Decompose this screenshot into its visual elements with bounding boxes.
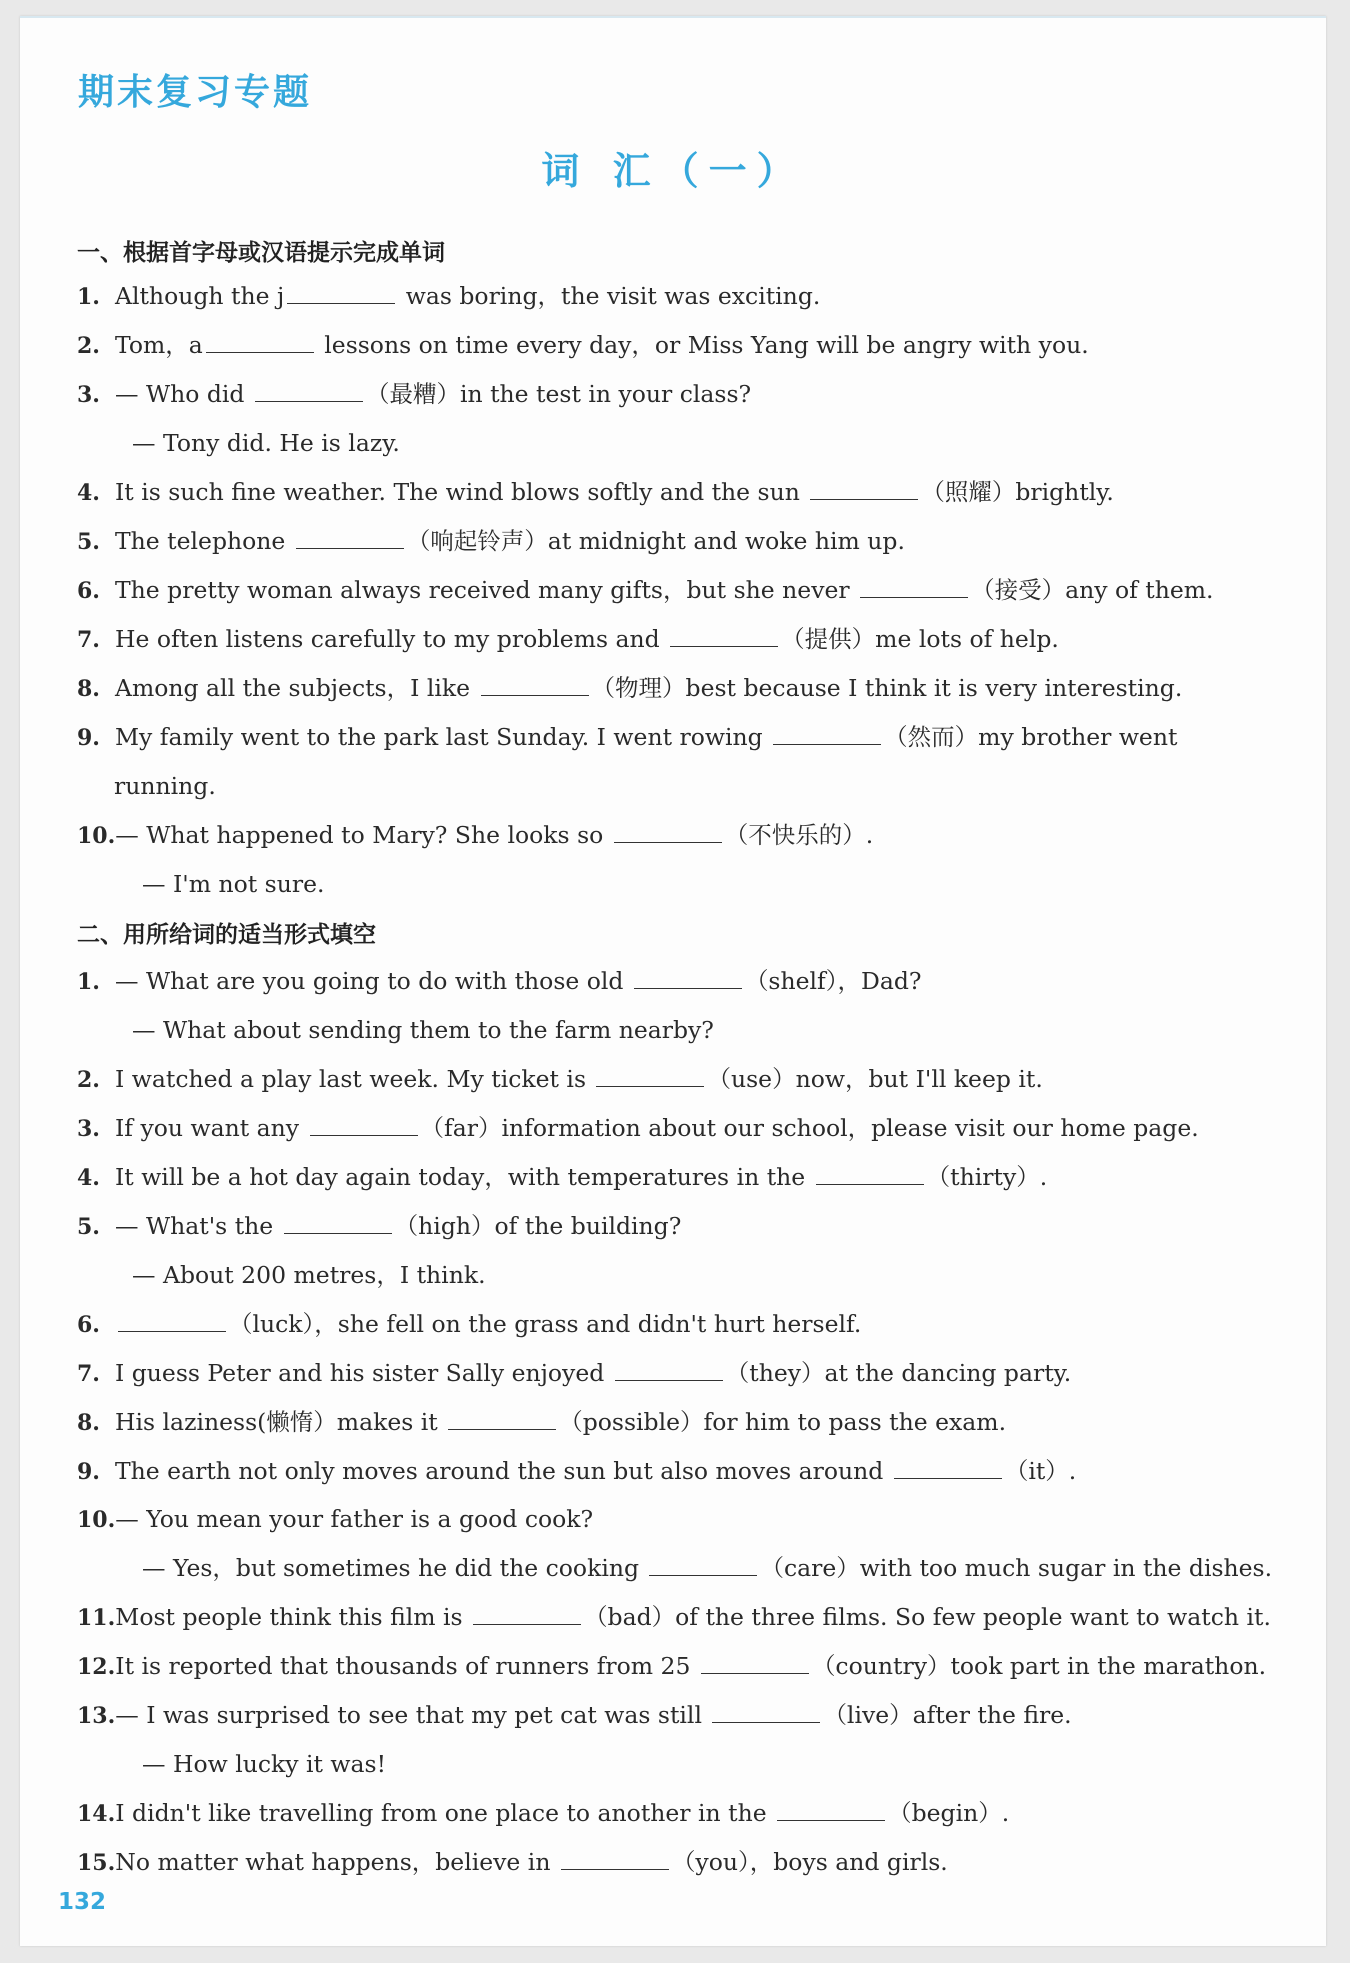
question-item (77, 1651, 1287, 1682)
lesson-title: 词 汇（一） (541, 149, 805, 193)
question-item (77, 379, 1287, 410)
question-number: 4. (77, 480, 100, 506)
question-item (77, 1309, 1287, 1340)
question-number: 8. (77, 676, 100, 702)
question-text: （high）of the building? (394, 1212, 682, 1240)
answer-blank[interactable] (810, 477, 918, 500)
question-text: Tom，a (115, 331, 203, 359)
question-text: （不快乐的）. (724, 821, 874, 849)
question-text: （然而）my brother went (884, 723, 1178, 751)
section-heading: 一、根据首字母或汉语提示完成单词 (77, 240, 445, 266)
question-text: （care）with too much sugar in the dishes. (760, 1554, 1273, 1582)
question-number: 8. (77, 1410, 100, 1436)
question-text: He often listens carefully to my problems and (115, 625, 668, 653)
question-number: 12. (77, 1654, 116, 1680)
answer-blank[interactable] (481, 673, 589, 696)
question-item (77, 1064, 1287, 1095)
question-number: 11. (77, 1605, 116, 1631)
answer-blank[interactable] (284, 1211, 392, 1234)
question-text: （接受）any of them. (971, 576, 1214, 604)
answer-blank[interactable] (634, 966, 742, 989)
question-item (77, 820, 1287, 851)
question-text: was boring，the visit was exciting. (398, 282, 821, 310)
question-number: 1. (77, 969, 100, 995)
question-text: His laziness(懒惰）makes it (115, 1408, 446, 1436)
answer-blank[interactable] (255, 379, 363, 402)
question-number: 10. (77, 1507, 116, 1533)
question-item (77, 1113, 1287, 1144)
dialogue-reply: — About 200 metres，I think. (132, 1261, 486, 1289)
question-item (77, 330, 1287, 361)
question-text: — Yes，but sometimes he did the cooking (142, 1554, 647, 1582)
question-text: （luck），she fell on the grass and didn't hurt herself. (229, 1310, 862, 1338)
answer-blank[interactable] (310, 1113, 418, 1136)
question-number: 7. (77, 627, 100, 653)
page-number: 132 (58, 1889, 107, 1915)
worksheet-page (20, 16, 1326, 1946)
question-item (77, 1700, 1287, 1731)
question-text: My family went to the park last Sunday. I went rowing (115, 723, 771, 751)
question-text: I watched a play last week. My ticket is (115, 1065, 594, 1093)
answer-blank[interactable] (649, 1553, 757, 1576)
question-item (77, 1847, 1287, 1878)
question-text: Although the j (115, 282, 285, 310)
question-text: （物理）best because I think it is very interesting. (591, 674, 1183, 702)
question-number: 15. (77, 1850, 116, 1876)
question-text: — Who did (115, 380, 252, 408)
question-continuation: running. (114, 772, 216, 800)
answer-blank[interactable] (712, 1700, 820, 1723)
question-item (77, 526, 1287, 557)
question-number: 4. (77, 1165, 100, 1191)
question-text: （use）now，but I'll keep it. (707, 1065, 1043, 1093)
dialogue-reply (142, 1553, 1272, 1583)
question-number: 13. (77, 1703, 116, 1729)
answer-blank[interactable] (777, 1798, 885, 1821)
answer-blank[interactable] (118, 1309, 226, 1332)
question-number: 3. (77, 382, 100, 408)
dialogue-reply: — Tony did. He is lazy. (132, 429, 400, 457)
question-text: （they）at the dancing party. (725, 1359, 1072, 1387)
question-item (77, 722, 1287, 753)
question-text: I didn't like travelling from one place to another in the (115, 1799, 775, 1827)
question-text: If you want any (115, 1114, 307, 1142)
dialogue-reply: — What about sending them to the farm nearby? (132, 1016, 714, 1044)
question-text: （响起铃声）at midnight and woke him up. (406, 527, 905, 555)
question-number: 2. (77, 333, 100, 359)
question-text: （照耀）brightly. (921, 478, 1114, 506)
question-text: — What's the (115, 1212, 281, 1240)
question-text: （live）after the fire. (823, 1701, 1072, 1729)
question-text: It will be a hot day again today，with temperatures in the (115, 1163, 813, 1191)
question-text: — You mean your father is a good cook? (115, 1505, 594, 1533)
answer-blank[interactable] (206, 330, 314, 353)
answer-blank[interactable] (816, 1162, 924, 1185)
answer-blank[interactable] (701, 1651, 809, 1674)
question-item (77, 966, 1287, 997)
question-number: 2. (77, 1067, 100, 1093)
question-text: lessons on time every day，or Miss Yang will be angry with you. (316, 331, 1089, 359)
question-text: It is such fine weather. The wind blows softly and the sun (115, 478, 808, 506)
question-text: （bad）of the three films. So few people want to watch it. (584, 1603, 1271, 1631)
question-number: 9. (77, 725, 100, 751)
question-item (77, 1162, 1287, 1193)
question-item (77, 1211, 1287, 1242)
question-text: The telephone (115, 527, 293, 555)
question-text: （you），boys and girls. (671, 1848, 948, 1876)
question-text: It is reported that thousands of runners from 25 (115, 1652, 698, 1680)
answer-blank[interactable] (287, 281, 395, 304)
answer-blank[interactable] (561, 1847, 669, 1870)
question-text: （it）. (1004, 1457, 1077, 1485)
question-item (77, 1407, 1287, 1438)
question-number: 6. (77, 1312, 100, 1338)
question-item (77, 575, 1287, 606)
question-number: 1. (77, 284, 100, 310)
question-text: — I was surprised to see that my pet cat was still (115, 1701, 710, 1729)
question-text: — What happened to Mary? She looks so (115, 821, 611, 849)
dialogue-reply: — I'm not sure. (142, 870, 325, 898)
question-number: 5. (77, 529, 100, 555)
question-text: （提供）me lots of help. (781, 625, 1059, 653)
question-text: （thirty）. (926, 1163, 1048, 1191)
question-text: The pretty woman always received many gifts，but she never (115, 576, 858, 604)
question-text: （begin）. (888, 1799, 1010, 1827)
answer-blank[interactable] (448, 1407, 556, 1430)
question-text: （far）information about our school，please visit our home page. (420, 1114, 1199, 1142)
question-item (77, 624, 1287, 655)
answer-blank[interactable] (296, 526, 404, 549)
question-text: The earth not only moves around the sun but also moves around (115, 1457, 891, 1485)
question-item (77, 1602, 1287, 1633)
question-item (77, 1358, 1287, 1389)
question-item (77, 1798, 1287, 1829)
question-number: 7. (77, 1361, 100, 1387)
question-item (77, 673, 1287, 704)
question-number: 9. (77, 1459, 100, 1485)
series-title: 期末复习专题 (78, 72, 313, 113)
answer-blank[interactable] (615, 1358, 723, 1381)
answer-blank[interactable] (473, 1602, 581, 1625)
question-number: 5. (77, 1214, 100, 1240)
question-text: （shelf），Dad? (744, 967, 922, 995)
question-item (77, 1456, 1287, 1487)
answer-blank[interactable] (670, 624, 778, 647)
section-heading: 二、用所给词的适当形式填空 (77, 922, 376, 948)
dialogue-reply: — How lucky it was! (142, 1750, 387, 1778)
question-item (77, 477, 1287, 508)
question-text: （country）took part in the marathon. (811, 1652, 1267, 1680)
answer-blank[interactable] (860, 575, 968, 598)
answer-blank[interactable] (596, 1064, 704, 1087)
question-text: （最糟）in the test in your class? (365, 380, 752, 408)
question-number: 3. (77, 1116, 100, 1142)
question-text: No matter what happens，believe in (115, 1848, 558, 1876)
question-number: 10. (77, 823, 116, 849)
question-text: （possible）for him to pass the exam. (559, 1408, 1007, 1436)
answer-blank[interactable] (773, 722, 881, 745)
question-text: — What are you going to do with those old (115, 967, 631, 995)
question-number: 14. (77, 1801, 116, 1827)
answer-blank[interactable] (614, 820, 722, 843)
question-number: 6. (77, 578, 100, 604)
question-text: Among all the subjects，I like (115, 674, 478, 702)
top-divider (20, 16, 1326, 18)
answer-blank[interactable] (894, 1456, 1002, 1479)
question-item (77, 1504, 1287, 1535)
question-text: I guess Peter and his sister Sally enjoyed (115, 1359, 612, 1387)
question-text: Most people think this film is (115, 1603, 471, 1631)
question-item (77, 281, 1287, 312)
